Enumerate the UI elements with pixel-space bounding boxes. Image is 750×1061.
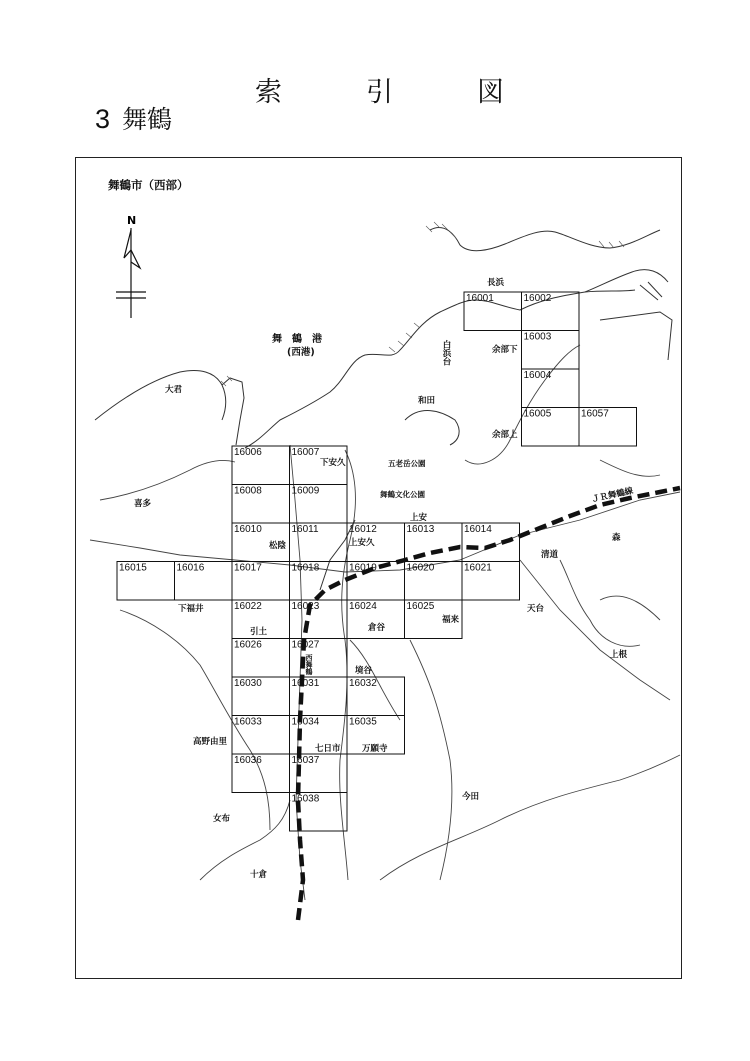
north-arrow xyxy=(116,228,146,318)
tile-label: 16019 xyxy=(349,562,377,574)
tile-label: 16018 xyxy=(291,562,320,574)
tile-label: 16034 xyxy=(291,716,320,728)
section-number: 3 xyxy=(95,104,111,134)
tile-label: 16004 xyxy=(523,370,552,381)
place-kuratani: 倉谷 xyxy=(368,623,386,633)
city-label: 舞鶴市（西部） xyxy=(108,178,189,192)
port-label: 舞 鶴 港 xyxy=(272,334,322,345)
tile-label: 16024 xyxy=(349,601,377,612)
tile-label: 16017 xyxy=(234,562,262,574)
tile-label: 16015 xyxy=(119,562,147,574)
place-sakaidani: 境谷 xyxy=(355,666,373,676)
title-char-1: 索 xyxy=(255,77,282,108)
tile-label: 16027 xyxy=(291,639,320,651)
jr-maizuru-line xyxy=(298,488,680,920)
place-ogimi: 大君 xyxy=(165,385,183,395)
place-shimizu: 清道 xyxy=(541,550,559,560)
tile-label: 16032 xyxy=(349,678,377,689)
place-takanoyuri: 高野由里 xyxy=(193,737,228,747)
rail-label: ＪＲ舞鶴線 xyxy=(590,486,635,505)
tile-label: 16007 xyxy=(291,447,320,458)
place-names xyxy=(134,277,628,880)
place-shimoyasuhisa: 下安久 xyxy=(320,458,346,468)
place-nishimaizuru: 西舞鶴 xyxy=(305,654,313,675)
place-nanokaichi: 七日市 xyxy=(315,744,341,754)
tile-label: 16022 xyxy=(234,601,262,612)
tile-label: 16037 xyxy=(291,755,320,766)
place-nagahama: 長浜 xyxy=(487,278,505,288)
tile-label: 16003 xyxy=(523,331,552,343)
place-mori: 森 xyxy=(612,533,621,543)
place-imada: 今田 xyxy=(462,792,480,802)
tile-label: 16026 xyxy=(234,639,262,651)
tile-label: 16021 xyxy=(464,562,492,574)
title-char-3: 図 xyxy=(477,77,504,108)
tile-label: 16014 xyxy=(464,524,492,535)
place-shimofukui: 下福井 xyxy=(178,604,204,614)
place-bunka: 舞鶴文化公園 xyxy=(380,490,425,499)
place-tendai: 天台 xyxy=(527,604,545,614)
place-matsukage: 松陰 xyxy=(269,541,287,551)
title-char-2: 引 xyxy=(366,77,393,108)
tile-label: 16033 xyxy=(234,716,262,728)
tile-label: 16013 xyxy=(406,524,435,535)
section-name: 舞鶴 xyxy=(122,105,173,134)
tile-label: 16025 xyxy=(406,601,435,612)
tile-label: 16002 xyxy=(523,293,552,304)
tile-label: 16008 xyxy=(234,485,262,497)
place-gorogatake: 五老岳公園 xyxy=(388,459,426,468)
tile-label: 16011 xyxy=(291,524,319,535)
tile-label: 16020 xyxy=(406,562,435,574)
tile-label: 16038 xyxy=(291,793,320,805)
place-yobeshimo: 余部下 xyxy=(492,345,518,355)
tile-label: 16005 xyxy=(523,408,552,420)
place-kamiyasuhisa: 上安久 xyxy=(349,538,375,548)
place-kita: 喜多 xyxy=(134,499,152,509)
tile-label: 16035 xyxy=(349,716,377,728)
tile-label: 16001 xyxy=(466,293,494,304)
tile-label: 16031 xyxy=(291,678,320,689)
tile-label: 16010 xyxy=(234,524,262,535)
tile-label: 16030 xyxy=(234,678,262,689)
place-mangan: 万願寺 xyxy=(362,744,388,754)
tile-label: 16057 xyxy=(581,408,609,420)
place-fukuki: 福来 xyxy=(442,615,460,625)
place-nyou: 女布 xyxy=(213,814,231,824)
place-wada: 和田 xyxy=(418,396,436,406)
place-shirahamadai: 白浜台 xyxy=(441,340,451,366)
tile-label: 16012 xyxy=(349,524,377,535)
place-tokura: 十倉 xyxy=(250,870,268,880)
tile-label: 16006 xyxy=(234,447,262,458)
tile-labels xyxy=(119,293,609,805)
place-kamiyasu: 上安 xyxy=(410,513,428,523)
place-hikitsuchi: 引土 xyxy=(250,627,268,637)
place-yobekami: 余部上 xyxy=(492,430,518,440)
tile-label: 16036 xyxy=(234,755,262,766)
north-label: N xyxy=(127,214,137,227)
place-kamine: 上根 xyxy=(610,650,628,660)
port-sub-label: (西港) xyxy=(287,347,315,358)
tile-label: 16023 xyxy=(291,601,320,612)
tile-label: 16009 xyxy=(291,485,320,497)
tile-label: 16016 xyxy=(176,562,205,574)
coast-hatching xyxy=(221,222,624,386)
